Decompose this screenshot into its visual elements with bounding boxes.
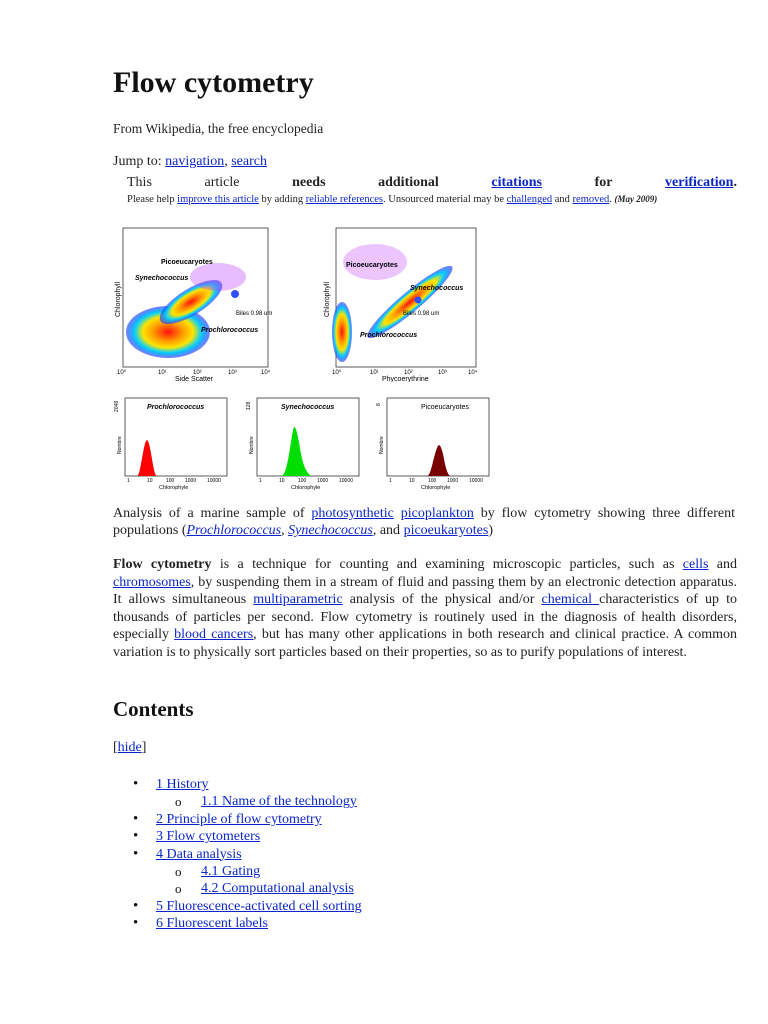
caption-text bbox=[394, 506, 401, 521]
y-axis-label: Nombre bbox=[379, 436, 385, 454]
verification-link[interactable]: verification bbox=[665, 175, 734, 190]
reliable-references-link[interactable]: reliable references bbox=[305, 194, 383, 205]
toc-toggle bbox=[113, 740, 146, 756]
notice-line bbox=[127, 175, 737, 191]
notice-text: . bbox=[609, 194, 615, 205]
y-axis-label: Nombre bbox=[117, 436, 123, 454]
histogram-title: Picoeucaryotes bbox=[421, 404, 469, 411]
lead-paragraph bbox=[113, 556, 737, 662]
caption-text: , bbox=[281, 523, 289, 538]
notice-word: for bbox=[594, 175, 613, 190]
picoeucaryotes-label: Picoeucaryotes bbox=[161, 259, 213, 266]
toc-item bbox=[133, 898, 362, 915]
tick-label: 1000 bbox=[185, 478, 197, 484]
toc-link-fluorescent-labels[interactable]: 6 Fluorescent labels bbox=[156, 916, 268, 932]
toc-item bbox=[133, 880, 362, 897]
x-axis-label: Chlorophyle bbox=[291, 485, 321, 491]
lead-text: is a technique for counting and examining microscopic particles, such as bbox=[211, 557, 683, 572]
scatter-plot-side-scatter bbox=[113, 222, 273, 382]
bead-cluster bbox=[231, 290, 239, 298]
lead-text: and bbox=[708, 557, 737, 572]
notice-text: by adding bbox=[258, 194, 306, 205]
toc-item bbox=[133, 811, 362, 828]
navigation-link[interactable]: navigation bbox=[165, 154, 225, 169]
caption-text: ) bbox=[488, 523, 493, 538]
notice-period: . bbox=[733, 175, 737, 190]
x-axis-label: Phycoerythrine bbox=[382, 376, 429, 382]
search-link[interactable]: search bbox=[231, 154, 267, 169]
blood-cancers-link[interactable]: blood cancers bbox=[174, 627, 254, 643]
y-axis-label: Chlorophyll bbox=[324, 281, 331, 317]
toc-item bbox=[133, 863, 362, 880]
y-max-label: 8 bbox=[376, 403, 382, 406]
caption-text: by flow cytometry showing three different populations ( bbox=[113, 506, 736, 538]
jump-separator: , bbox=[224, 154, 232, 169]
toc-link-flow-cytometers[interactable]: 3 Flow cytometers bbox=[156, 829, 261, 845]
caption-text: , and bbox=[372, 523, 404, 538]
notice-text: Please help bbox=[127, 194, 178, 205]
tick-label: 10¹ bbox=[370, 370, 379, 376]
toc-link-principle[interactable]: 2 Principle of flow cytometry bbox=[156, 811, 322, 827]
synechococcus-label: Synechococcus bbox=[135, 275, 189, 282]
lead-text: , but has many other applications in both research and clinical practice. A common variation is to physically sort particles based on their properties, so as to purify populations of interest. bbox=[113, 627, 738, 660]
tick-label: 1 bbox=[389, 478, 392, 484]
tick-label: 10 bbox=[147, 478, 153, 484]
picoeukaryotes-link[interactable]: picoeukaryotes bbox=[403, 523, 489, 538]
prochlorococcus-label: Prochlorococcus bbox=[360, 332, 418, 339]
tick-label: 1000 bbox=[317, 478, 329, 484]
prochlorococcus-label: Prochlorococcus bbox=[201, 327, 259, 334]
tick-label: 10000 bbox=[469, 478, 483, 484]
tick-label: 10³ bbox=[228, 370, 237, 376]
caption-text: Analysis of a marine sample of bbox=[113, 506, 312, 521]
bead-cluster bbox=[415, 297, 422, 304]
multiparametric-link[interactable]: multiparametric bbox=[253, 592, 343, 608]
histogram-title: Synechococcus bbox=[281, 404, 335, 411]
lead-text: analysis of the physical and/or bbox=[342, 592, 542, 608]
scatter-plot-phycoerythrine bbox=[320, 222, 480, 382]
bracket-close: ] bbox=[141, 740, 147, 755]
cells-link[interactable]: cells bbox=[682, 557, 709, 572]
histogram-synechococcus bbox=[245, 392, 363, 492]
figure-caption bbox=[113, 505, 735, 539]
synechococcus-link[interactable]: Synechococcus bbox=[288, 523, 373, 538]
tick-label: 1 bbox=[259, 478, 262, 484]
toc-item bbox=[133, 915, 362, 932]
y-axis-label: Nombre bbox=[249, 436, 255, 454]
tick-label: 100 bbox=[298, 478, 307, 484]
table-of-contents bbox=[133, 776, 362, 933]
notice-word: needs bbox=[292, 175, 326, 190]
x-axis-label: Side Scatter bbox=[175, 376, 214, 382]
lead-term: Flow cytometry bbox=[113, 557, 212, 572]
tick-label: 10² bbox=[404, 370, 413, 376]
toc-item bbox=[133, 828, 362, 845]
prochlorococcus-cluster bbox=[332, 302, 352, 362]
y-max-label: 2048 bbox=[114, 400, 120, 412]
toc-link-history[interactable]: 1 History bbox=[156, 777, 209, 792]
toc-item bbox=[133, 776, 362, 793]
x-axis-label: Chlorophyle bbox=[159, 485, 189, 491]
notice-date: (May 2009) bbox=[614, 194, 658, 204]
jump-prefix: Jump to: bbox=[113, 154, 166, 169]
tick-label: 100 bbox=[166, 478, 175, 484]
chromosomes-link[interactable]: chromosomes bbox=[113, 574, 191, 590]
tick-label: 10000 bbox=[207, 478, 221, 484]
tick-label: 1000 bbox=[447, 478, 459, 484]
notice-word: This bbox=[127, 175, 152, 190]
lead-text: , by suspending them in a stream of fluid and passing them by an electronic detection apparatus. It allows simultaneous bbox=[113, 574, 737, 608]
tick-label: 10⁰ bbox=[332, 370, 342, 376]
chemical-link[interactable]: chemical bbox=[541, 592, 600, 608]
toc-link-computational-analysis[interactable]: 4.2 Computational analysis bbox=[201, 881, 354, 897]
jump-links bbox=[113, 154, 267, 170]
x-axis-label: Chlorophyle bbox=[421, 485, 451, 491]
histogram-picoeucaryotes bbox=[375, 392, 493, 492]
challenged-link[interactable]: challenged bbox=[506, 194, 553, 205]
y-axis-label: Chlorophyll bbox=[115, 281, 122, 317]
notice-word: additional bbox=[378, 175, 439, 190]
synechococcus-label: Synechococcus bbox=[410, 285, 464, 292]
citations-link[interactable]: citations bbox=[491, 175, 542, 190]
site-subtitle: From Wikipedia, the free encyclopedia bbox=[113, 121, 324, 136]
tick-label: 10¹ bbox=[158, 370, 167, 376]
histogram-prochlorococcus bbox=[113, 392, 231, 492]
toc-item bbox=[133, 793, 362, 810]
notice-detail bbox=[127, 193, 737, 206]
bracket-open: [ bbox=[113, 740, 118, 755]
tick-label: 10⁴ bbox=[468, 370, 478, 376]
tick-label: 10⁰ bbox=[117, 370, 127, 376]
tick-label: 100 bbox=[428, 478, 437, 484]
page-title: Flow cytometry bbox=[113, 66, 314, 99]
citation-notice bbox=[127, 175, 737, 206]
beads-label: Biles 0.98 um bbox=[236, 311, 273, 317]
lead-text: characteristics of up to thousands of particles per second. Flow cytometry is routinely used in the diagnosis of health disorders, especially bbox=[113, 592, 737, 643]
improve-article-link[interactable]: improve this article bbox=[177, 194, 259, 205]
notice-text: and bbox=[552, 194, 573, 205]
tick-label: 1 bbox=[127, 478, 130, 484]
toc-link-facs[interactable]: 5 Fluorescence-activated cell sorting bbox=[156, 898, 362, 914]
toc-link-gating[interactable]: 4.1 Gating bbox=[201, 863, 261, 879]
picoeucaryotes-label: Picoeucaryotes bbox=[346, 262, 398, 269]
hide-toc-link[interactable]: hide bbox=[117, 740, 142, 755]
photosynthetic-link[interactable]: photosynthetic bbox=[311, 506, 394, 521]
tick-label: 10⁴ bbox=[261, 370, 271, 376]
notice-text: . Unsourced material may be bbox=[383, 194, 507, 205]
beads-label: Biles 0.98 um bbox=[403, 311, 440, 317]
picoplankton-link[interactable]: picoplankton bbox=[400, 506, 474, 521]
y-max-label: 128 bbox=[246, 401, 252, 410]
contents-heading: Contents bbox=[113, 697, 194, 721]
notice-word: article bbox=[204, 175, 240, 190]
removed-link[interactable]: removed bbox=[572, 194, 610, 205]
tick-label: 10² bbox=[193, 370, 202, 376]
tick-label: 10³ bbox=[438, 370, 447, 376]
histogram-title: Prochlorococcus bbox=[147, 404, 205, 411]
toc-link-data-analysis[interactable]: 4 Data analysis bbox=[156, 846, 242, 862]
toc-link-name-of-technology[interactable]: 1.1 Name of the technology bbox=[201, 794, 357, 810]
tick-label: 10000 bbox=[339, 478, 353, 484]
toc-item bbox=[133, 846, 362, 863]
tick-label: 10 bbox=[409, 478, 415, 484]
tick-label: 10 bbox=[279, 478, 285, 484]
prochlorococcus-link[interactable]: Prochlorococcus bbox=[186, 523, 282, 538]
picoeukaryote-cluster bbox=[190, 263, 246, 291]
